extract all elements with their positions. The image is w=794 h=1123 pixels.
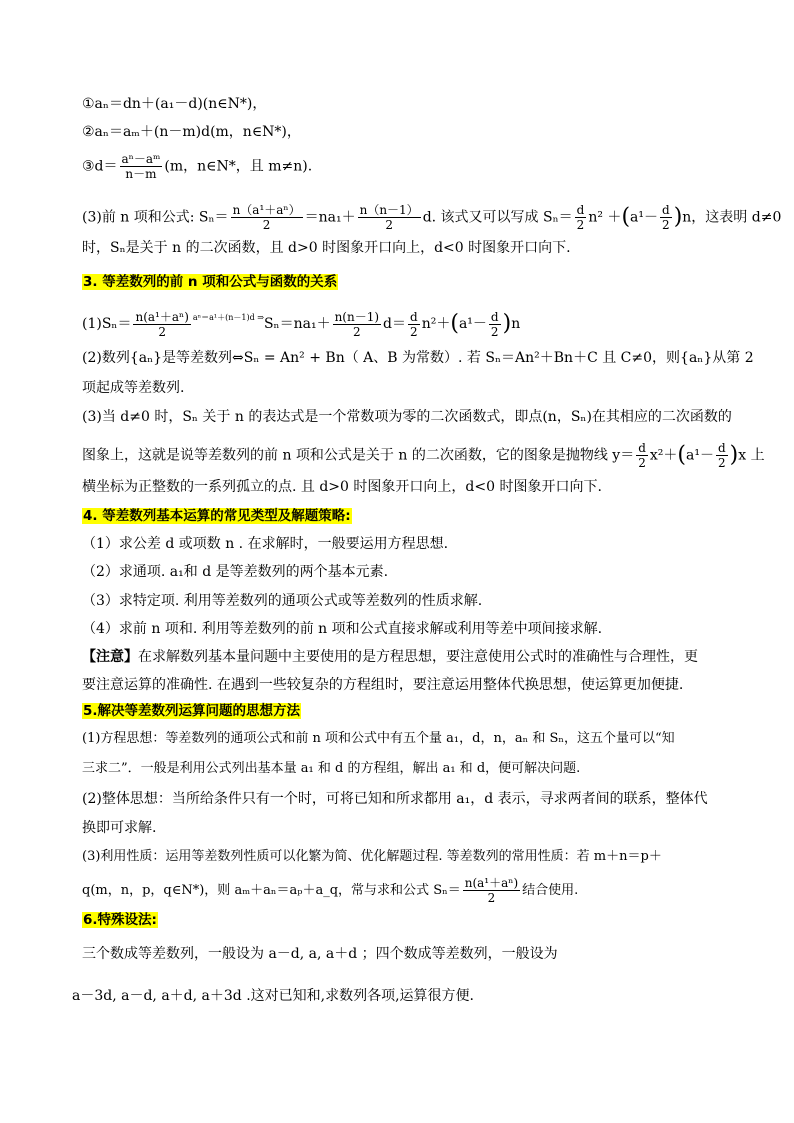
section5-m1a: (1)方程思想：等差数列的通项公式和前 n 项和公式中有五个量 a₁，d，n，aₙ 和 Sₙ，这五个量可以“知 <box>82 731 675 746</box>
s3-l1-prefix: (1)Sₙ＝ <box>82 316 132 332</box>
sum-mid: ＝na₁＋ <box>304 209 356 226</box>
section6-title <box>82 910 158 930</box>
s3-l1-text: d＝ <box>383 316 407 332</box>
section5-m3a: (3)利用性质：运用等差数列性质可以化繁为简、优化解题过程. 等差数列的常用性质：若 m＋n＝p＋ <box>82 849 662 864</box>
section4-note2: 要注意运算的准确性. 在遇到一些较复杂的方程组时，要注意运用整体代换思想，使运算更加便捷. <box>82 677 684 693</box>
s3-l1-frac4-den: 2 <box>490 324 499 339</box>
sum-frac2-den: 2 <box>385 218 393 232</box>
sum-formula-line-1 <box>82 203 781 232</box>
section5-m1b: 三求二”．一般是利用公式列出基本量 a₁ 和 d 的方程组，解出 a₁ 和 d，便可解决问题. <box>82 761 581 776</box>
s3-l3b-frac1-den: 2 <box>638 456 646 470</box>
sum-prefix: (3)前 n 项和公式: Sₙ＝ <box>82 209 229 226</box>
paren-open: ( <box>450 311 459 336</box>
s5-m3b-tail: 结合使用. <box>522 883 579 898</box>
section4-item4: （4）求前 n 项和. 利用等差数列的前 n 项和公式直接求解或利用等差中项间接求解. <box>82 621 603 637</box>
s3-l1-text2: n²＋ <box>421 316 451 332</box>
paren-open: ( <box>621 204 631 230</box>
sum-frac4-den: 2 <box>662 218 670 232</box>
section4-title-text: 4. 等差数列基本运算的常见类型及解题策略: <box>83 508 351 524</box>
section3-line2b: 项起成等差数列. <box>82 380 185 396</box>
s3-l3b-tail: x 上 <box>738 447 765 464</box>
s3-l3b-frac1-num: d <box>638 441 646 455</box>
section3-line3: (3)当 d≠0 时，Sₙ 关于 n 的表达式是一个常数项为零的二次函数式，即点(n，Sₙ)在其相应的二次函数的 <box>82 409 732 425</box>
sum-frac2-num: n（n－1） <box>359 203 419 217</box>
s3-l1-mid: Sₙ＝na₁＋ <box>263 316 331 332</box>
section5-m2b: 换即可求解. <box>82 820 157 836</box>
section4-note1 <box>82 647 698 667</box>
s3-l1-frac1-den: 2 <box>158 324 166 339</box>
s3-l1-tail: n <box>511 316 521 332</box>
section3-line3b <box>82 441 765 470</box>
s3-l3b-prefix: 图象上，这就是说等差数列的前 n 项和公式是关于 n 的二次函数，它的图象是抛物线 y＝ <box>82 447 635 464</box>
sum-paren-a: a¹－ <box>630 209 658 226</box>
section6-line1: 三个数成等差数列，一般设为 a－d, a, a＋d ；四个数成等差数列，一般设为 <box>82 946 558 962</box>
sum-formula-line-2: 时，Sₙ是关于 n 的二次函数，且 d>0 时图象开口向上，d<0 时图象开口向下. <box>82 240 571 256</box>
paren-close: ) <box>673 204 683 230</box>
sum-frac3 <box>575 203 587 232</box>
s3-l1-frac4-num: d <box>490 309 499 324</box>
section4-title <box>82 506 352 526</box>
section5-m3b <box>82 876 578 905</box>
formula-general-term-2: ②aₙ＝aₘ＋(n－m)d(m，n∈N*)， <box>82 124 301 140</box>
section3-title <box>82 272 338 292</box>
s5-m3b-frac <box>463 876 520 905</box>
s3-l1-frac1 <box>133 310 190 339</box>
s3-l1-frac2-num: n(n－1) <box>334 309 380 324</box>
s5-m3b-frac-num: n(a¹＋aⁿ) <box>464 876 519 890</box>
section6-line2: a－3d, a－d, a＋d, a＋3d .这对已知和,求数列各项,运算很方便. <box>72 988 474 1004</box>
paren-close: ) <box>729 442 739 468</box>
s3-l3b-frac2-num: d <box>717 441 726 455</box>
f3-den: n－m <box>125 167 157 181</box>
s3-l3b-text: x²＋ <box>649 447 678 464</box>
section5-m2a: (2)整体思想：当所给条件只有一个时，可将已知和所求都用 a₁，d 表示，寻求两者间的联系，整体代 <box>82 791 708 807</box>
sum-text2: n² ＋ <box>588 209 622 226</box>
paren-close: ) <box>502 311 512 336</box>
sum-text1: d. 该式又可以写成 Sₙ＝ <box>422 209 573 226</box>
s3-l1-frac3-num: d <box>410 309 418 324</box>
sum-frac3-num: d <box>576 203 585 217</box>
s5-m3b-frac-den: 2 <box>487 891 496 905</box>
s3-l1-frac2 <box>333 310 381 339</box>
section3-title-text: 3. 等差数列的前 n 项和公式与函数的关系 <box>83 274 338 290</box>
s3-l1-frac3-den: 2 <box>410 324 418 339</box>
section4-item1: （1）求公差 d 或项数 n . 在求解时，一般要运用方程思想. <box>82 536 449 552</box>
paren-open: ( <box>677 442 686 468</box>
s3-l1-frac3 <box>408 310 420 339</box>
sum-frac1 <box>231 203 303 232</box>
f3-suffix: (m，n∈N*，且 m≠n). <box>164 158 313 175</box>
f3-prefix: ③d＝ <box>82 158 118 175</box>
section4-item2: （2）求通项. a₁和 d 是等差数列的两个基本元素. <box>82 564 389 580</box>
s5-m3b-prefix: q(m，n，p，q∈N*)，则 aₘ＋aₙ＝aₚ＋a_q，常与求和公式 Sₙ＝ <box>82 883 461 898</box>
s3-l1-arrow: aⁿ＝a¹＋(n－1)d ⇒ <box>192 313 264 322</box>
note-label: 【注意】 <box>82 649 138 665</box>
s3-l1-frac2-den: 2 <box>352 324 361 339</box>
f3-fraction <box>120 152 163 181</box>
sum-frac3-den: 2 <box>576 218 585 232</box>
section4-item3: （3）求特定项. 利用等差数列的通项公式或等差数列的性质求解. <box>82 593 483 609</box>
section3-line2: (2)数列{aₙ}是等差数列⇔Sₙ = An² + Bn（ A、B 为常数）. 若 Sₙ＝An²＋Bn＋C 且 C≠0，则{aₙ}从第 2 <box>82 350 754 366</box>
s3-l1-frac4 <box>489 310 501 339</box>
sum-frac4 <box>660 203 672 232</box>
note-text1: 在求解数列基本量问题中主要使用的是方程思想，要注意使用公式时的准确性与合理性，更 <box>138 649 698 665</box>
sum-frac4-num: d <box>662 203 670 217</box>
formula-common-difference <box>82 152 312 181</box>
s3-l3b-frac2 <box>716 441 728 470</box>
s3-l3b-paren: a¹－ <box>686 447 714 464</box>
sum-frac2 <box>358 203 421 232</box>
section5-title-text: 5.解决等差数列运算问题的思想方法 <box>83 703 301 719</box>
sum-frac1-num: n（a¹＋aⁿ） <box>232 203 301 217</box>
section5-title <box>82 701 301 721</box>
sum-text3: n，这表明 d≠0 <box>682 209 782 226</box>
sum-frac1-den: 2 <box>262 218 271 232</box>
section3-line3c: 横坐标为正整数的一系列孤立的点. 且 d>0 时图象开口向上，d<0 时图象开口向下. <box>82 479 602 495</box>
s3-l1-frac1-num: n(a¹＋aⁿ) <box>135 309 189 324</box>
section6-title-text: 6.特殊设法: <box>83 912 157 928</box>
s3-l1-paren: a¹－ <box>458 316 487 332</box>
s3-l3b-frac2-den: 2 <box>717 456 726 470</box>
f3-num: aⁿ－aᵐ <box>121 152 161 166</box>
formula-general-term-1: ①aₙ＝dn＋(a₁－d)(n∈N*)， <box>82 96 267 112</box>
s3-l3b-frac1 <box>636 441 648 470</box>
section3-line1 <box>82 308 520 339</box>
